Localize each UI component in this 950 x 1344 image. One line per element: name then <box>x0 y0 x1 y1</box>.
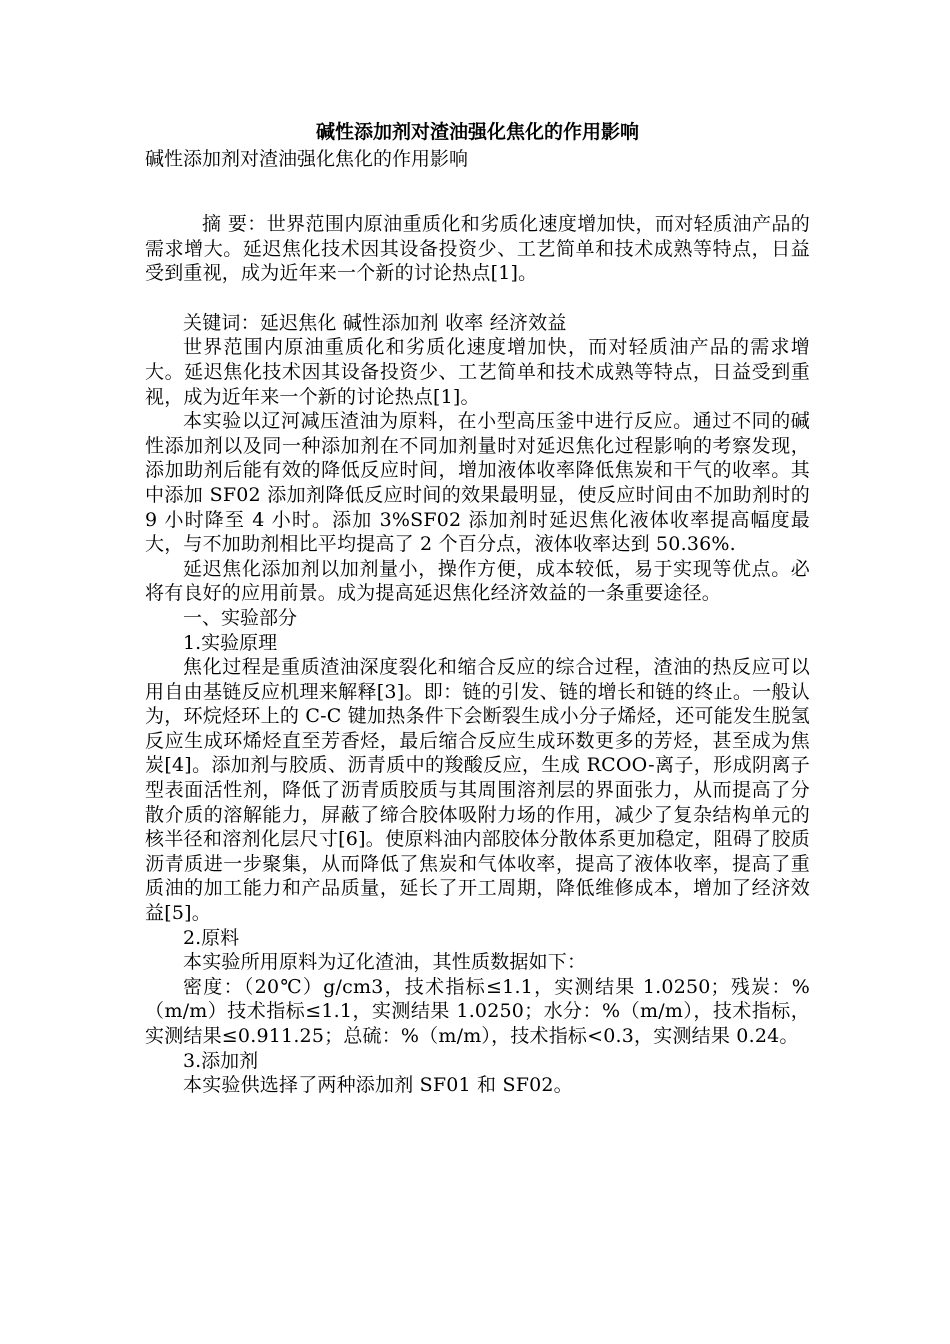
document-subtitle: 碱性添加剂对渣油强化焦化的作用影响 <box>145 148 469 170</box>
abstract-label: 摘 要： <box>202 213 267 235</box>
additive-paragraph: 本实验供选择了两种添加剂 SF01 和 SF02。 <box>183 1074 573 1097</box>
principle-paragraph: 焦化过程是重质渣油深度裂化和缩合反应的综合过程，渣油的热反应可以用自由基链反应机理来解释[3]。即：链的引发、链的增长和链的终止。一般认为，环烷烃环上的 C-C 键加热条件下会断裂生成小分子烯烃，还可能发生脱氢反应生成环烯烃直至芳香烃，最后缩合反应生成环数更多的芳烃，甚至成为焦炭[4]。添加剂与胶质、沥青质中的羧酸反应，生成 RCOO-离子，形成阴离子型表面活性剂，降低了沥青质胶质与其周围溶剂层的界面张力，从而提高了分散介质的溶解能力，屏蔽了缔合胶体吸附力场的作用，减少了复杂结构单元的核半径和溶剂化层尺寸[6]。使原料油内部胶体分散体系更加稳定，阻碍了胶质沥青质进一步聚集，从而降低了焦炭和气体收率，提高了液体收率，提高了重质油的加工能力和产品质量，延长了开工周期，降低维修成本，增加了经济效益[5]。 <box>145 656 810 925</box>
subsection-heading-principle: 1.实验原理 <box>183 631 278 654</box>
intro-paragraph: 世界范围内原油重质化和劣质化速度增加快，而对轻质油产品的需求增大。延迟焦化技术因其设备投资少、工艺简单和技术成熟等特点，日益受到重视，成为近年来一个新的讨论热点[1]。 <box>145 336 810 408</box>
keywords-text: 延迟焦化 碱性添加剂 收率 经济效益 <box>259 311 567 334</box>
document-page <box>145 118 810 1098</box>
document-title: 碱性添加剂对渣油强化焦化的作用影响 <box>315 121 639 143</box>
subsection-heading-raw-material: 2.原料 <box>183 926 240 949</box>
intro-paragraph: 延迟焦化添加剂以加剂量小，操作方便，成本较低，易于实现等优点。必将有良好的应用前景。成为提高延迟焦化经济效益的一条重要途径。 <box>145 557 810 605</box>
abstract-paragraph <box>145 212 810 286</box>
raw-material-properties: 密度：（20℃）g/cm3，技术指标≤1.1，实测结果 1.0250；残炭：%（m/m）技术指标≤1.1，实测结果 1.0250；水分：%（m/m），技术指标，实测结果≤0.911.25；总硫：%（m/m），技术指标<0.3，实测结果 0.24。 <box>145 975 810 1047</box>
keywords-paragraph <box>145 311 810 336</box>
intro-paragraph: 本实验以辽河减压渣油为原料，在小型高压釜中进行反应。通过不同的碱性添加剂以及同一种添加剂在不同加剂量时对延迟焦化过程影响的考察发现，添加助剂后能有效的降低反应时间，增加液体收率降低焦炭和干气的收率。其中添加 SF02 添加剂降低反应时间的效果最明显，使反应时间由不加助剂时的 9 小时降至 4 小时。添加 3%SF02 添加剂时延迟焦化液体收率提高幅度最大，与不加助剂相比平均提高了 2 个百分点，液体收率达到 50.36%. <box>145 410 810 556</box>
section-heading-experiment: 一、实验部分 <box>183 606 298 629</box>
keywords-label: 关键词： <box>183 311 260 334</box>
abstract-text: 世界范围内原油重质化和劣质化速度增加快，而对轻质油产品的需求增大。延迟焦化技术因其设备投资少、工艺简单和技术成熟等特点，日益受到重视，成为近年来一个新的讨论热点[1]。 <box>145 213 810 285</box>
subsection-heading-additive: 3.添加剂 <box>183 1049 259 1072</box>
raw-material-paragraph: 本实验所用原料为辽化渣油，其性质数据如下： <box>183 951 587 974</box>
